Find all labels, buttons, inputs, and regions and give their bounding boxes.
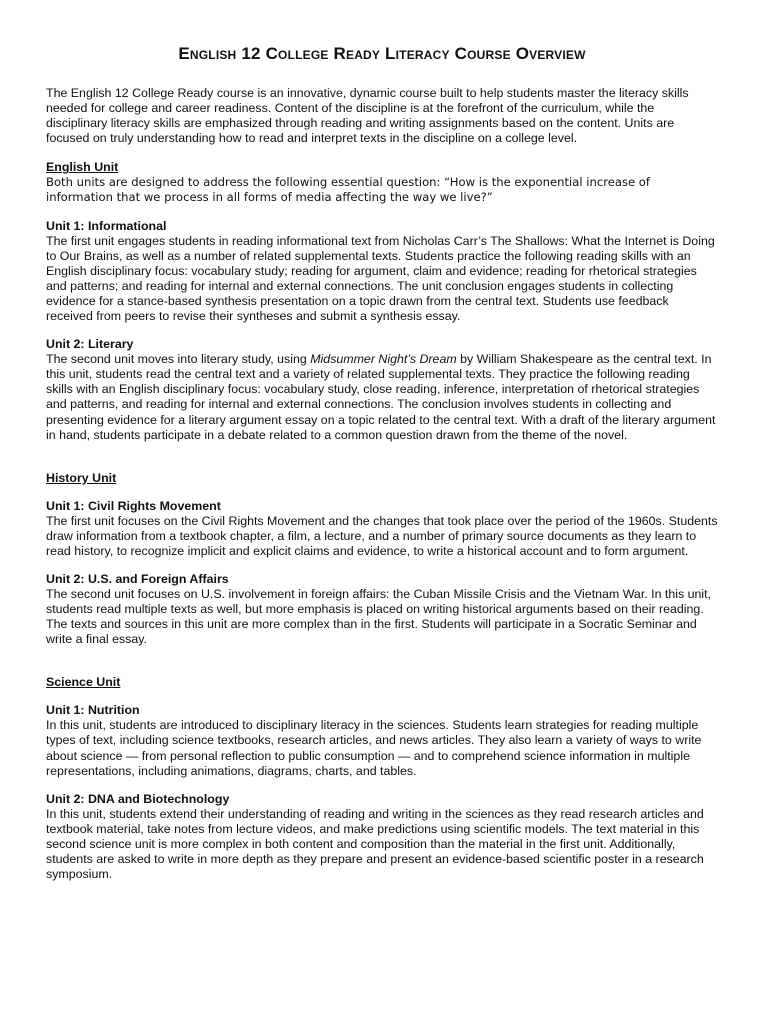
english-unit2-body-post: by William Shakespeare as the central text. In this unit, students read the central text and a variety of related supplemental texts. They practice the following reading skills with an English disciplinary focus: vocabulary study, close reading, inference, interpretation of rhetorical strategies and patterns, and reading for internal and external connections. The conclusion involves students in collecting and presenting evidence for a literary argument essay on a topic related to the central text. With a draft of the literary argument in hand, students participate in a debate related to a common question drawn from the theme of the novel. (46, 352, 716, 442)
english-unit2-body (46, 352, 718, 443)
science-unit1-body: In this unit, students are introduced to disciplinary literacy in the sciences. Students learn strategies for reading multiple types of text, including science textbooks, research articles, and news articles. They also learn a variety of ways to write about science — from personal reflection to public consumption — and to comprehend science information in multiple representations, including animations, diagrams, charts, and tables. (46, 718, 702, 778)
english-unit2-central-text-title: Midsummer Night’s Dream (310, 352, 457, 367)
history-unit2-heading: Unit 2: U.S. and Foreign Affairs (46, 571, 229, 586)
document-page (46, 44, 718, 882)
science-unit-heading: Science Unit (46, 675, 121, 690)
intro-paragraph: The English 12 College Ready course is an innovative, dynamic course built to help students master the literacy skills needed for college and career readiness. Content of the discipline is at the forefront of the curriculum, while the disciplinary literacy skills are emphasized through reading and writing assignments based on the content. Units are focused on truly understanding how to read and interpret texts in the discipline on a college level. (46, 86, 689, 146)
history-unit1-body: The first unit focuses on the Civil Rights Movement and the changes that took place over the period of the 1960s. Students draw information from a textbook chapter, a film, a lecture, and a number of primary source documents as they learn to read history, to recognize implicit and explicit claims and evidence, to write a historical account and to form argument. (46, 513, 718, 558)
history-unit1-heading: Unit 1: Civil Rights Movement (46, 498, 221, 513)
history-unit-heading: History Unit (46, 470, 117, 485)
english-unit1-body: The first unit engages students in reading informational text from Nicholas Carr’s The Shallows: What the Internet is Doing to Our Brains, as well as a number of related supplemental texts. Students practice the following reading skills with an English disciplinary focus: vocabulary study; reading for argument, claim and evidence; reading for rhetorical strategies and patterns; and reading for internal and external connections. The unit conclusion engages students in collecting evidence for a stance-based synthesis presentation on a topic drawn from the central text. Students use feedback received from peers to revise their syntheses and submit a synthesis essay. (46, 233, 715, 324)
english-unit-heading: English Unit (46, 160, 119, 175)
science-unit1-heading: Unit 1: Nutrition (46, 703, 140, 718)
english-unit1-heading: Unit 1: Informational (46, 218, 167, 233)
english-unit2-body-pre: The second unit moves into literary study, using (46, 352, 311, 367)
science-unit2-heading: Unit 2: DNA and Biotechnology (46, 791, 230, 806)
page-title: English 12 College Ready Literacy Course Overview (178, 44, 586, 63)
essential-question-paragraph: Both units are designed to address the following essential question: “How is the exponential increase of information that we process in all forms of media affecting the way we live?” (46, 175, 650, 205)
science-unit2-body: In this unit, students extend their understanding of reading and writing in the sciences as they read research articles and textbook material, take notes from lecture videos, and make predictions using scientific models. The text material in this second science unit is more complex in both content and composition than the material in the first unit. Additionally, students are asked to write in more depth as they prepare and present an evidence-based scientific poster in a research symposium. (46, 806, 704, 882)
english-unit2-heading: Unit 2: Literary (46, 337, 134, 352)
history-unit2-body: The second unit focuses on U.S. involvement in foreign affairs: the Cuban Missile Crisis and the Vietnam War. In this unit, students read multiple texts as well, but more emphasis is placed on writing historical arguments based on their reading. The texts and sources in this unit are more complex than in the first. Students will participate in a Socratic Seminar and write a final essay. (46, 586, 712, 647)
